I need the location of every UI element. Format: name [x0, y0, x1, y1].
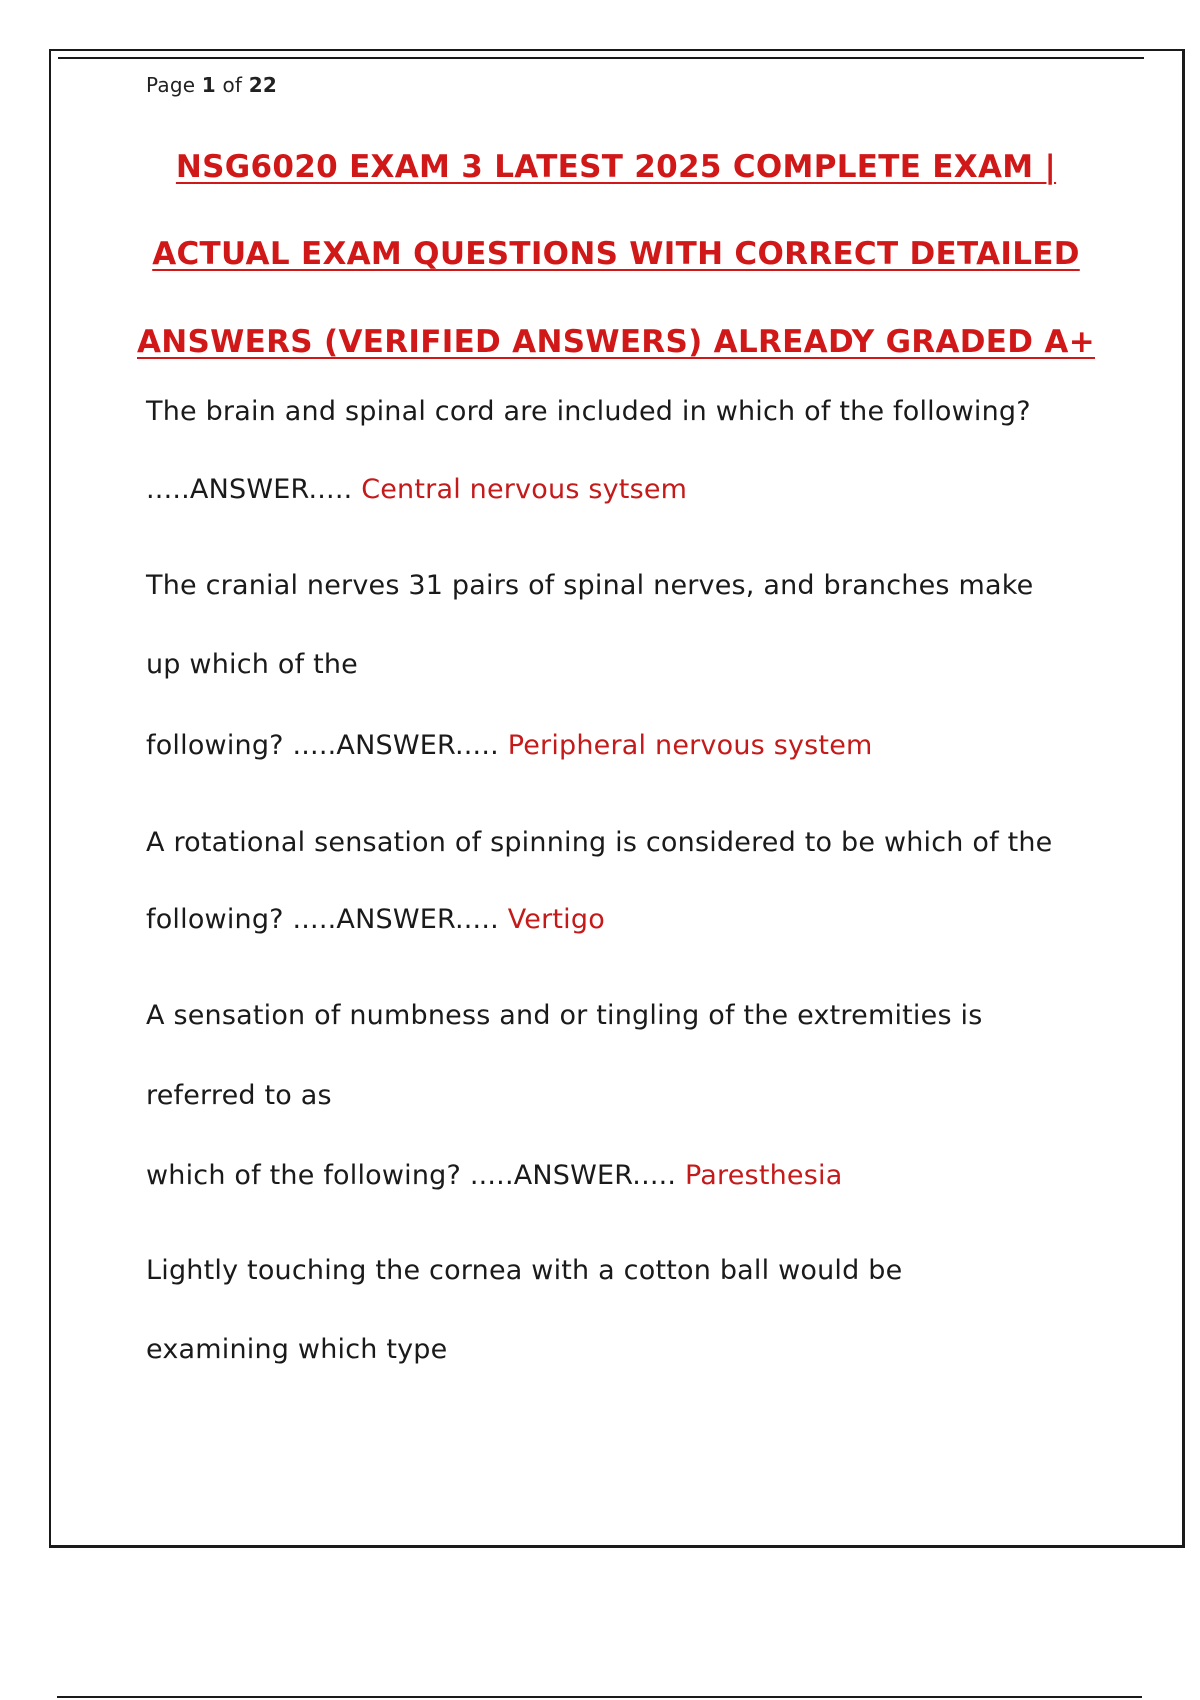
question-4-text-line-2: referred to as [146, 1080, 332, 1111]
answer-prefix: following? .....ANSWER..... [146, 730, 499, 761]
answer-prefix: .....ANSWER..... [146, 474, 353, 505]
question-2-text-line-2: up which of the [146, 649, 358, 680]
document-title-line-1: NSG6020 EXAM 3 LATEST 2025 COMPLETE EXAM | [175, 149, 1057, 185]
total-pages: 22 [248, 73, 277, 97]
bottom-rule [57, 1696, 1142, 1698]
question-2-answer-line [146, 730, 873, 761]
question-3-answer: Vertigo [507, 904, 605, 935]
page-number [146, 73, 277, 97]
question-5-text-line-1: Lightly touching the cornea with a cotton ball would be [146, 1255, 903, 1286]
page-label: Page [146, 73, 196, 97]
document-title-line-3: ANSWERS (VERIFIED ANSWERS) ALREADY GRADED A+ [137, 324, 1095, 360]
document-title-line-2: ACTUAL EXAM QUESTIONS WITH CORRECT DETAILED [152, 236, 1080, 272]
question-4-answer-line [146, 1160, 842, 1191]
question-2-text-line-1: The cranial nerves 31 pairs of spinal nerves, and branches make [146, 570, 1034, 601]
question-2-answer: Peripheral nervous system [507, 730, 873, 761]
question-5-text-line-2: examining which type [146, 1334, 448, 1365]
top-rule [58, 57, 1144, 59]
current-page: 1 [201, 73, 216, 97]
of-label: of [222, 73, 243, 97]
answer-prefix: which of the following? .....ANSWER..... [146, 1160, 677, 1191]
question-4-text-line-1: A sensation of numbness and or tingling of the extremities is [146, 1000, 983, 1031]
question-3-text: A rotational sensation of spinning is considered to be which of the [146, 827, 1053, 858]
question-1-answer-line [146, 474, 687, 505]
question-1-answer: Central nervous sytsem [361, 474, 688, 505]
question-3-answer-line [146, 904, 605, 935]
question-1-text: The brain and spinal cord are included in which of the following? [146, 396, 1031, 427]
question-4-answer: Paresthesia [685, 1160, 843, 1191]
answer-prefix: following? .....ANSWER..... [146, 904, 499, 935]
document-page [49, 49, 1185, 1548]
